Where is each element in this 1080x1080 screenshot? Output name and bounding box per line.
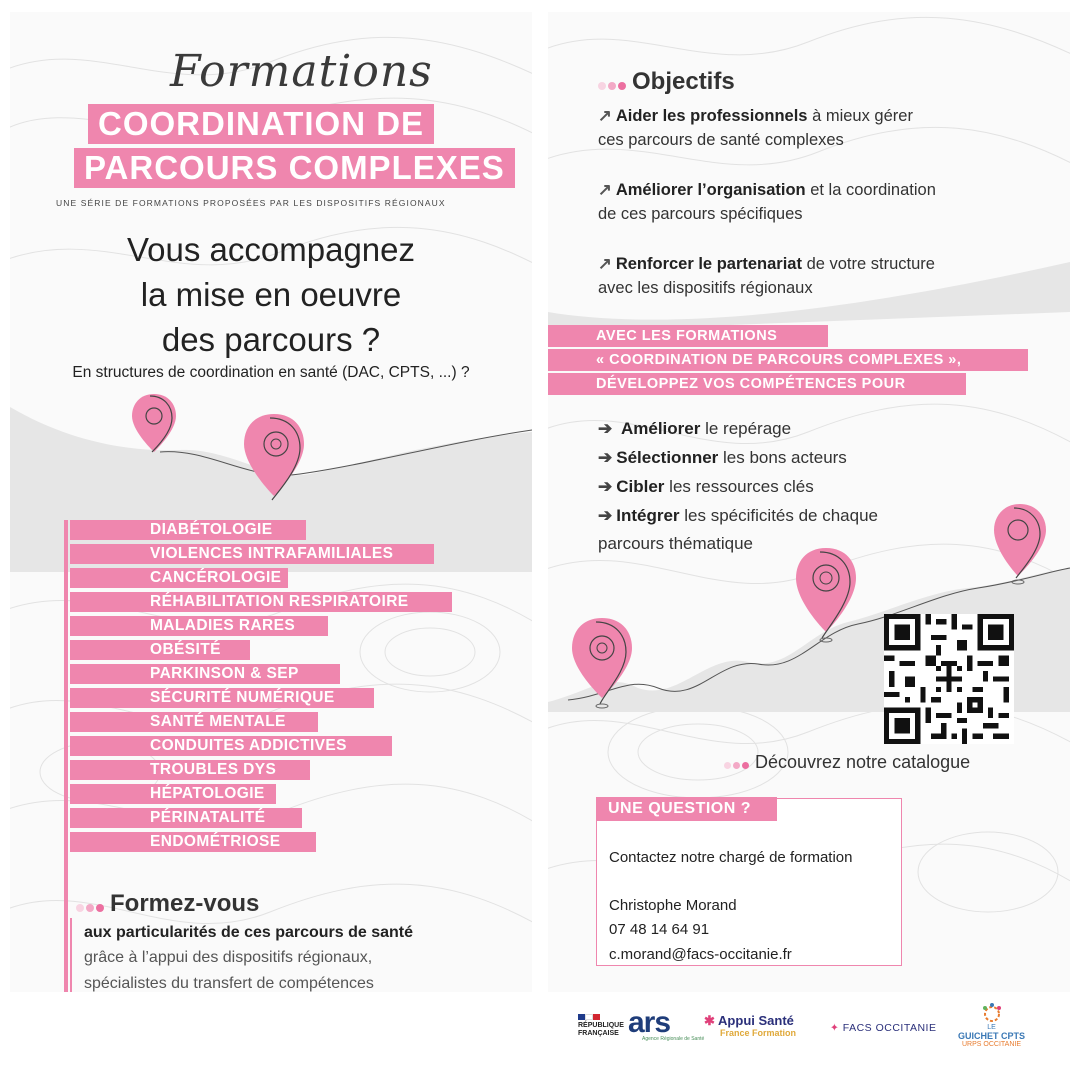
formez-line-2: spécialistes du transfert de compétences: [84, 975, 374, 992]
question-line-2: la mise en oeuvre: [140, 276, 402, 313]
skill-item: ➔ Sélectionner les bons acteurs: [598, 448, 847, 467]
formez-heading: [76, 890, 259, 919]
guichet-cpts-logo: LE GUICHET CPTS URPS OCCITANIE: [958, 1002, 1025, 1048]
objectifs-heading: [598, 68, 735, 97]
topic-item: RÉHABILITATION RESPIRATOIRE: [70, 592, 452, 612]
topic-item: DIABÉTOLOGIE: [70, 520, 306, 540]
left-panel: [10, 12, 532, 992]
formez-bold-line: aux particularités de ces parcours de santé: [84, 924, 414, 941]
contact-label: Contactez notre chargé de formation: [609, 849, 853, 866]
arrow-up-right-icon: ↗: [598, 255, 612, 273]
subtitle: UNE SÉRIE DE FORMATIONS PROPOSÉES PAR LES DISPOSITIFS RÉGIONAUX: [56, 198, 446, 208]
topic-item: VIOLENCES INTRAFAMILIALES: [70, 544, 434, 564]
avec-line-3: DÉVELOPPEZ VOS COMPÉTENCES POUR: [548, 373, 966, 395]
arrow-right-icon: ➔: [598, 448, 613, 467]
map-pin-icon: [128, 390, 188, 460]
avec-line-2: « COORDINATION DE PARCOURS COMPLEXES »,: [548, 349, 1028, 371]
arrow-right-icon: ➔: [598, 419, 613, 438]
topic-item: CANCÉROLOGIE: [70, 568, 288, 588]
french-flag-icon: [578, 1014, 600, 1020]
right-panel: [548, 12, 1070, 992]
republique-francaise-logo: RÉPUBLIQUE FRANÇAISE: [578, 1014, 624, 1038]
arrow-up-right-icon: ↗: [598, 107, 612, 125]
skill-item: ➔ Intégrer les spécificités de chaque: [598, 506, 878, 525]
topic-item: PARKINSON & SEP: [70, 664, 340, 684]
objective-item: ↗ Aider les professionnels à mieux gérer ces parcours de santé complexes: [598, 104, 1038, 152]
catalogue-label: Découvrez notre catalogue: [755, 752, 971, 772]
topic-item: OBÉSITÉ: [70, 640, 250, 660]
title-line-2: PARCOURS COMPLEXES: [74, 148, 515, 188]
objective-item: ↗ Renforcer le partenariat de votre structure avec les dispositifs régionaux: [598, 252, 1038, 300]
question-subtext: En structures de coordination en santé (DAC, CPTS, ...) ?: [72, 364, 470, 381]
dots-decoration: [598, 69, 628, 97]
topic-item: MALADIES RARES: [70, 616, 328, 636]
facs-occitanie-logo: ✦ FACS OCCITANIE: [830, 1022, 937, 1034]
arrow-right-icon: ➔: [598, 477, 613, 496]
map-pin-icon: [570, 614, 640, 714]
arrow-right-icon: ➔: [598, 506, 613, 525]
topic-item: HÉPATOLOGIE: [70, 784, 276, 804]
formez-title: Formez-vous: [110, 890, 260, 917]
question-line-1: Vous accompagnez: [126, 231, 416, 268]
question-box: [596, 798, 902, 966]
skill-item: ➔ Améliorer le repérage: [598, 419, 792, 438]
map-pin-icon: [242, 410, 312, 510]
partner-logos: [0, 996, 1080, 1080]
topic-item: TROUBLES DYS: [70, 760, 310, 780]
appui-sante-logo: ✱ Appui Santé France Formation: [704, 1013, 797, 1038]
dots-decoration: [76, 891, 106, 919]
ars-logo-subtitle: Agence Régionale de Santé: [642, 1036, 705, 1042]
question-heading: [10, 227, 532, 362]
question-line-3: des parcours ?: [161, 321, 381, 358]
catalogue-link[interactable]: [724, 752, 970, 774]
topic-item: CONDUITES ADDICTIVES: [70, 736, 392, 756]
map-pin-icon: [990, 500, 1050, 590]
topic-item: PÉRINATALITÉ: [70, 808, 302, 828]
contact-phone[interactable]: 07 48 14 64 91: [609, 921, 710, 938]
arrow-up-right-icon: ↗: [598, 181, 612, 199]
topics-accent-bar: [64, 520, 68, 992]
objectifs-title: Objectifs: [632, 68, 735, 95]
topic-item: SÉCURITÉ NUMÉRIQUE: [70, 688, 374, 708]
formez-accent-bar: [70, 918, 72, 992]
dots-decoration: [724, 753, 751, 774]
ars-logo: ars: [628, 1006, 671, 1039]
skill-line-continuation: parcours thématique: [598, 534, 753, 553]
formations-script-title: Formations: [170, 46, 433, 97]
contact-email[interactable]: c.morand@facs-occitanie.fr: [609, 946, 792, 963]
question-box-title: UNE QUESTION ?: [596, 797, 777, 821]
objective-item: ↗ Améliorer l’organisation et la coordination de ces parcours spécifiques: [598, 178, 1038, 226]
avec-line-1: AVEC LES FORMATIONS: [548, 325, 828, 347]
map-pin-icon: [792, 544, 862, 648]
title-line-1: COORDINATION DE: [88, 104, 434, 144]
skill-item: ➔ Cibler les ressources clés: [598, 477, 814, 496]
qr-code[interactable]: [884, 614, 1014, 744]
topic-item: ENDOMÉTRIOSE: [70, 832, 316, 852]
guichet-circle-icon: [977, 1002, 1007, 1022]
contact-name: Christophe Morand: [609, 897, 737, 914]
formez-line-1: grâce à l’appui des dispositifs régionaux,: [84, 949, 373, 966]
topic-item: SANTÉ MENTALE: [70, 712, 318, 732]
